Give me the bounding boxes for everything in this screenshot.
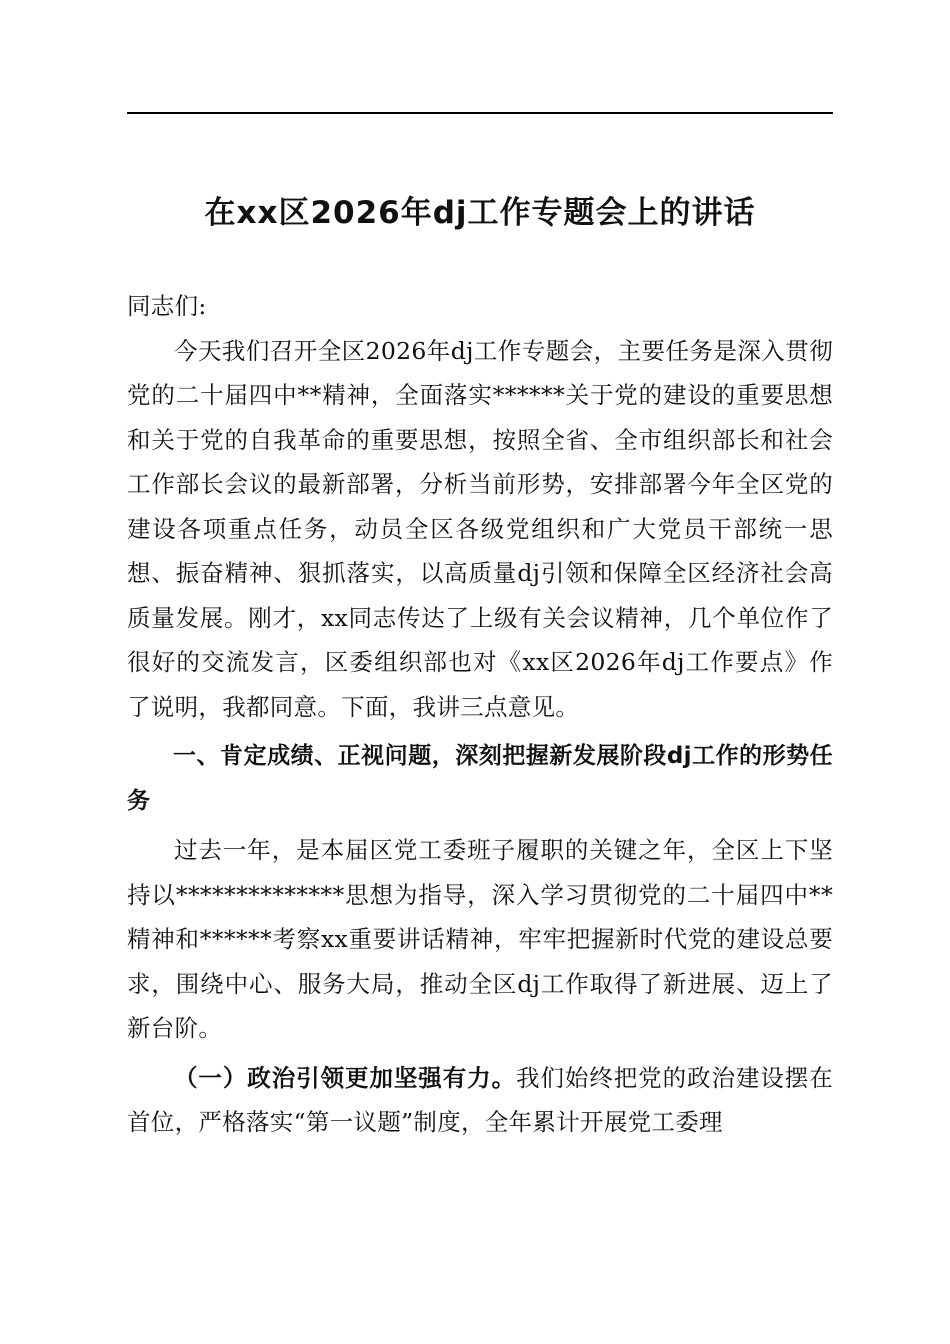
salutation: 同志们: [127, 292, 207, 320]
subsection-text-1: 我们始终把党的政治建设摆在首位，严格落实“第一议题”制度，全年累计开展党工委理 [127, 1063, 833, 1136]
subsection-lead-1: （一）政治引领更加坚强有力。 [174, 1063, 517, 1092]
section-heading-1: 一、肯定成绩、正视问题，深刻把握新发展阶段dj工作的形势任务 [127, 743, 833, 814]
opening-paragraph: 今天我们召开全区2026年dj工作专题会，主要任务是深入贯彻党的二十届四中**精神，全面落实******关于党的建设的重要思想和关于党的自我革命的重要思想，按照全省、全市组织部长和社会工作部长会议的最新部署，分析当前形势，安排部署今年全区党的建设各项重点任务，动员全区各级党组织和广大党员干部统一思想、振奋精神、狠抓落实，以高质量dj引领和保障全区经济社会高质量发展。刚才，xx同志传达了上级有关会议精神，几个单位作了很好的交流发言，区委组织部也对《xx区2026年dj工作要点》作了说明，我都同意。下面，我讲三点意见。 [127, 336, 833, 721]
subsection-paragraph-1 [127, 1056, 833, 1145]
document-title: 在xx区2026年dj工作专题会上的讲话 [204, 195, 756, 231]
document-body [127, 284, 833, 1150]
review-paragraph: 过去一年，是本届区党工委班子履职的关键之年，全区上下坚持以**************思想为指导，深入学习贯彻党的二十届四中**精神和******考察xx重要讲话精神，牢牢把握新时代党的建设总要求，围绕中心、服务大局，推动全区dj工作取得了新进展、迈上了新台阶。 [127, 836, 833, 1042]
header-rule [127, 112, 833, 114]
